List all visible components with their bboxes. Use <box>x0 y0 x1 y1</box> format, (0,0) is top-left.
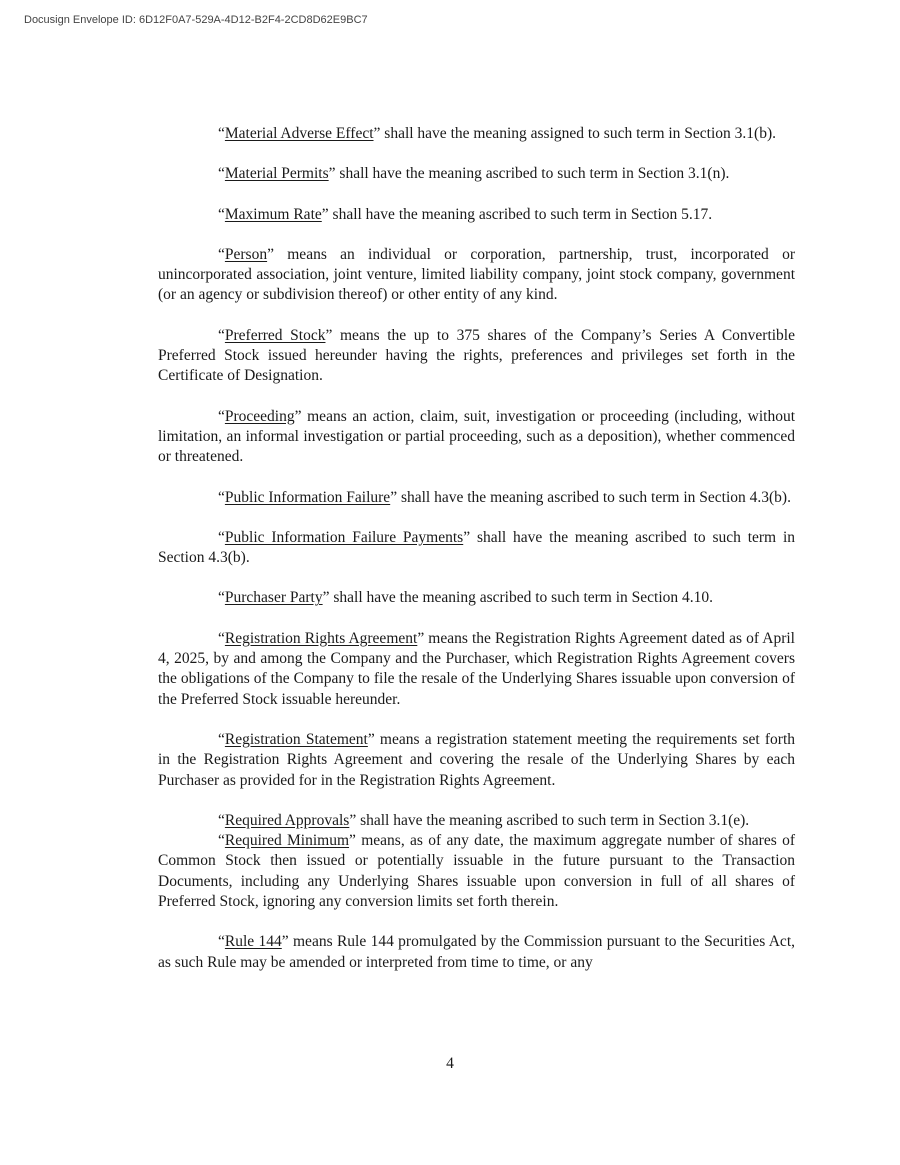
definition-text: means the Registration Rights Agreement dated as of April 4, 2025, by and among the Company and the Purchaser, which Registration Rights Agreement covers the obligations of the Company to file the resale of the Underlying Shares issuable upon conversion of the Preferred Stock issuable hereunder. <box>158 629 795 708</box>
definition-paragraph: “Maximum Rate” shall have the meaning ascribed to such term in Section 5.17. <box>218 205 713 223</box>
defined-term: Rule 144 <box>224 933 282 951</box>
defined-term: Material Adverse Effect <box>224 125 374 142</box>
defined-term: Public Information Failure Payments <box>224 528 464 546</box>
definition-paragraph: “Registration Statement” means a registration statement meeting the requirements set forth in the Registration Rights Agreement and covering the resale of the Underlying Shares by each Purchaser as provided for in the Registration Rights Agreement. <box>158 730 795 789</box>
definition-text: means a registration statement meeting the requirements set forth in the Registration Rights Agreement and covering the resale of the Underlying Shares by each Purchaser as provided for in the Registration Rights Agreement. <box>158 730 795 789</box>
defined-term: Public Information Failure <box>224 488 391 506</box>
definition-text: shall have the meaning ascribed to such term in Section 3.1(n). <box>335 165 730 183</box>
defined-term: Person <box>224 245 268 263</box>
definition-text: shall have the meaning ascribed to such term in Section 4.10. <box>329 589 714 607</box>
definition-paragraph: “Required Minimum” means, as of any date, the maximum aggregate number of shares of Common Stock then issued or potentially issuable in the future pursuant to the Transaction Documents, including any Underlying Shares issuable upon conversion in full of all shares of Preferred Stock, ignoring any conversion limits set forth therein. <box>158 832 795 911</box>
definition-paragraph: “Material Adverse Effect” shall have the meaning assigned to such term in Section 3.1(b). <box>218 125 776 142</box>
definition-paragraph: “Material Permits” shall have the meaning ascribed to such term in Section 3.1(n). <box>218 165 730 183</box>
definition-text: means Rule 144 promulgated by the Commission pursuant to the Securities Act, as such Rule may be amended or interpreted from time to time, or any <box>158 933 795 971</box>
definition-text: means, as of any date, the maximum aggregate number of shares of Common Stock then issued or potentially issuable in the future pursuant to the Transaction Documents, including any Underlying Shares issuable upon conversion in full of all shares of Preferred Stock, ignoring any conversion limits set forth therein. <box>158 832 795 911</box>
definition-text: shall have the meaning ascribed to such term in Section 4.3(b). <box>397 488 791 506</box>
defined-term: Purchaser Party <box>224 589 323 607</box>
envelope-id-header: Docusign Envelope ID: 6D12F0A7-529A-4D12-B2F4-2CD8D62E9BC7 <box>24 14 368 26</box>
definition-paragraph: “Public Information Failure” shall have the meaning ascribed to such term in Section 4.3(b). <box>218 488 791 506</box>
definition-paragraph: “Public Information Failure Payments” shall have the meaning ascribed to such term in Section 4.3(b). <box>158 528 795 567</box>
definition-text: shall have the meaning ascribed to such term in Section 5.17. <box>328 205 713 223</box>
definition-text: means the up to 375 shares of the Company’s Series A Convertible Preferred Stock issued hereunder having the rights, preferences and privileges set forth in the Certificate of Designation. <box>158 326 795 385</box>
defined-term: Required Approvals <box>224 811 350 829</box>
definition-paragraph: “Required Approvals” shall have the meaning ascribed to such term in Section 3.1(e). <box>218 811 750 829</box>
definition-text: means an action, claim, suit, investigation or proceeding (including, without limitation, an informal investigation or partial proceeding, such as a deposition), whether commenced or threatened. <box>158 407 795 466</box>
definition-text: shall have the meaning ascribed to such term in Section 4.3(b). <box>158 528 795 567</box>
definition-paragraph: “Rule 144” means Rule 144 promulgated by the Commission pursuant to the Securities Act, as such Rule may be amended or interpreted from time to time, or any <box>158 933 795 971</box>
definitions-body <box>158 124 795 993</box>
defined-term: Preferred Stock <box>224 326 326 344</box>
definition-text: means an individual or corporation, partnership, trust, incorporated or unincorporated association, joint venture, limited liability company, joint stock company, government (or an agency or subdivision thereof) or other entity of any kind. <box>158 245 795 304</box>
definition-paragraph: “Proceeding” means an action, claim, suit, investigation or proceeding (including, without limitation, an informal investigation or partial proceeding, such as a deposition), whether commenced or threatened. <box>158 407 795 466</box>
defined-term: Required Minimum <box>224 832 350 850</box>
defined-term: Proceeding <box>224 407 295 425</box>
definition-paragraph: “Purchaser Party” shall have the meaning ascribed to such term in Section 4.10. <box>218 589 714 607</box>
definition-text: shall have the meaning ascribed to such term in Section 3.1(e). <box>356 811 750 829</box>
definition-text: shall have the meaning assigned to such term in Section 3.1(b). <box>380 125 776 142</box>
page-number: 4 <box>446 1055 454 1072</box>
defined-term: Maximum Rate <box>224 205 322 223</box>
definition-paragraph: “Preferred Stock” means the up to 375 shares of the Company’s Series A Convertible Preferred Stock issued hereunder having the rights, preferences and privileges set forth in the Certificate of Designation. <box>158 326 795 385</box>
defined-term: Material Permits <box>224 165 329 183</box>
definition-paragraph: “Person” means an individual or corporation, partnership, trust, incorporated or unincorporated association, joint venture, limited liability company, joint stock company, government (or an agency or subdivision thereof) or other entity of any kind. <box>158 245 795 304</box>
definition-paragraph: “Registration Rights Agreement” means the Registration Rights Agreement dated as of April 4, 2025, by and among the Company and the Purchaser, which Registration Rights Agreement covers the obligations of the Company to file the resale of the Underlying Shares issuable upon conversion of the Preferred Stock issuable hereunder. <box>158 629 795 708</box>
defined-term: Registration Rights Agreement <box>224 629 418 647</box>
defined-term: Registration Statement <box>224 730 368 748</box>
